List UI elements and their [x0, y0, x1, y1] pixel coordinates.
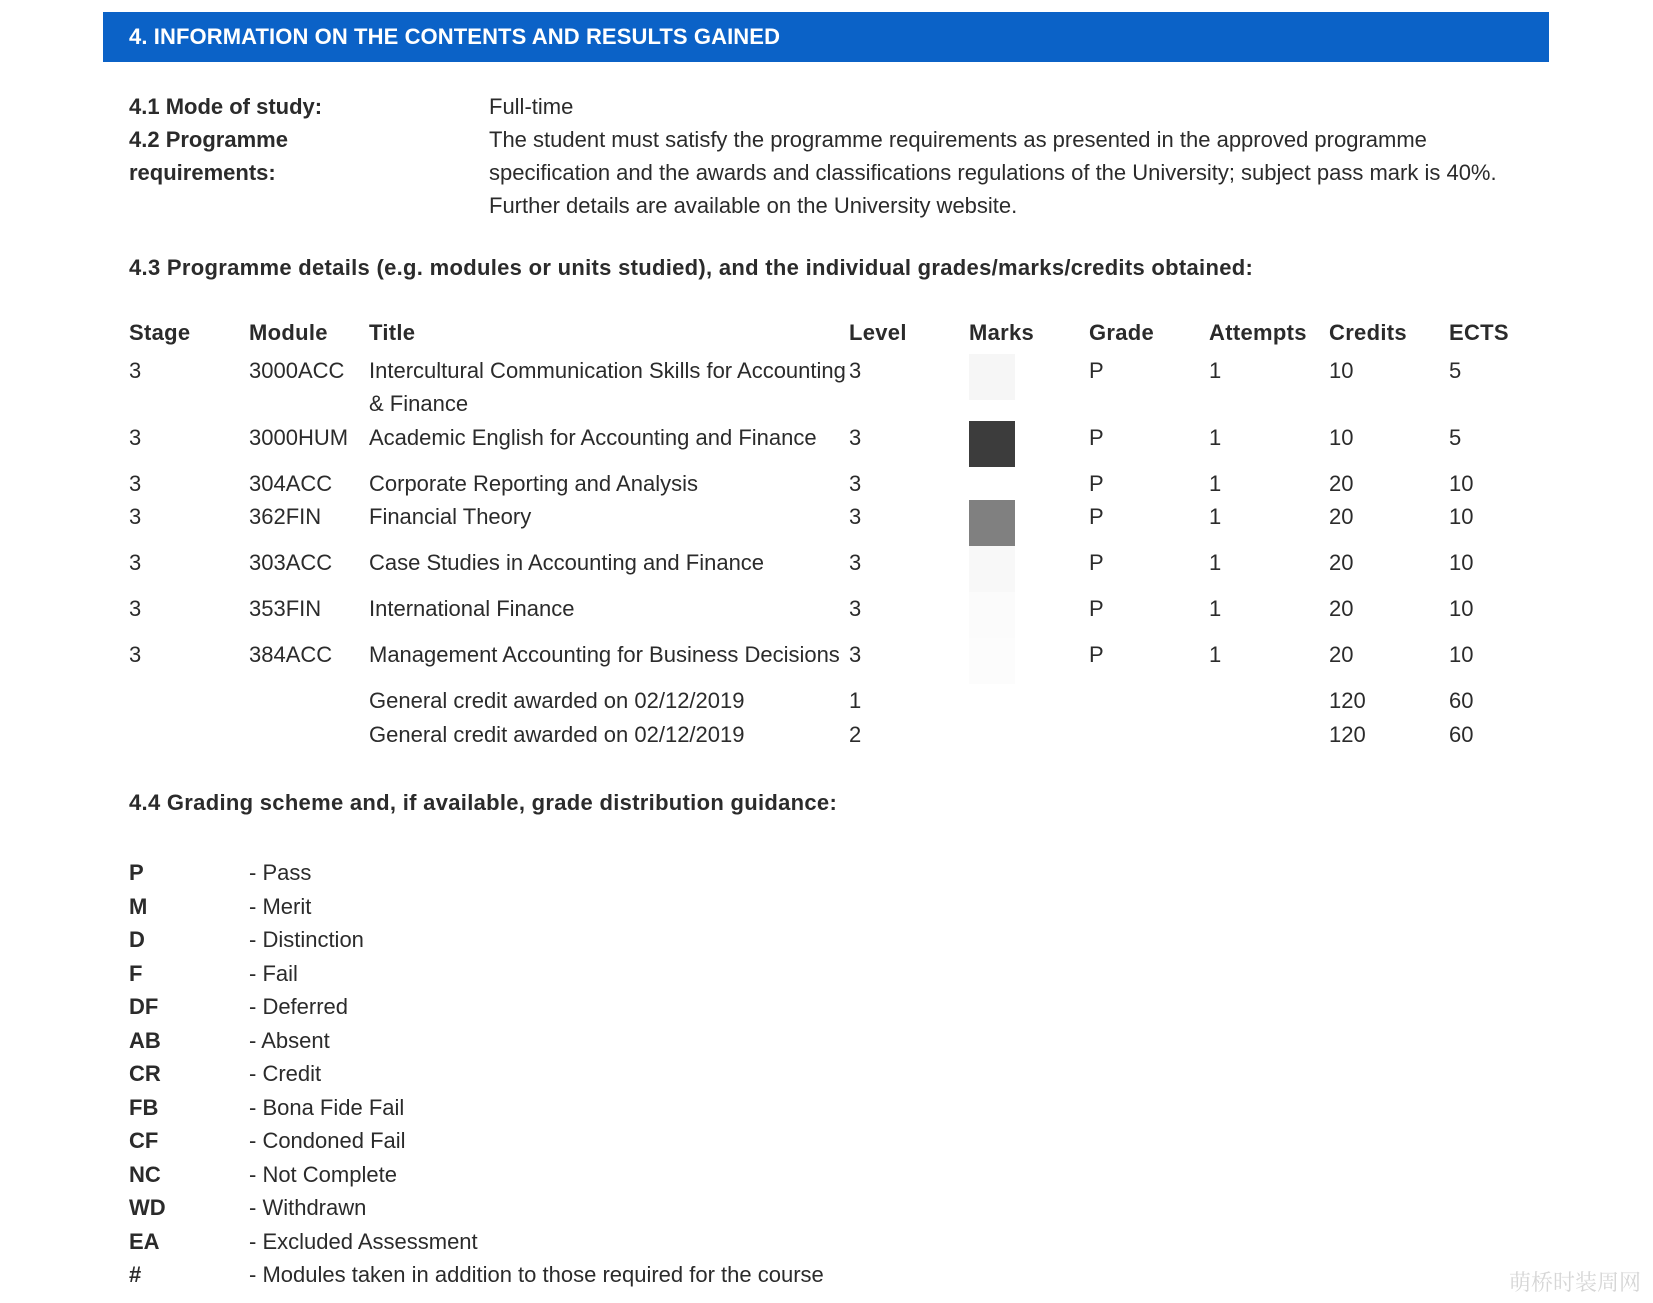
grade-cell: P	[1089, 642, 1104, 668]
programme-requirements-value: The student must satisfy the programme requirements as presented in the approved programme specification and the awards and classifications regulations of the University; subject pass mark is 40%. Further details are available on the University website.	[489, 127, 1497, 218]
grade-list-item	[129, 1191, 949, 1225]
grade-code: AB	[129, 1027, 161, 1053]
marks-cell	[969, 638, 1089, 684]
grade-list-item	[129, 1057, 949, 1091]
ects-cell: 10	[1449, 642, 1474, 668]
credits-cell: 20	[1329, 596, 1354, 622]
title-cell: Intercultural Communication Skills for Accounting & Finance	[369, 358, 846, 417]
ects-cell: 5	[1449, 358, 1462, 383]
grade-cell: P	[1089, 596, 1104, 622]
module-cell	[249, 718, 369, 751]
level-cell: 3	[849, 550, 862, 576]
grade-description: - Condoned Fail	[249, 1128, 406, 1153]
grade-list-item	[129, 856, 949, 890]
grade-list-item	[129, 1225, 949, 1259]
module-cell: 304ACC	[249, 470, 333, 496]
modules-table-body	[129, 354, 1529, 751]
stage-cell: 3	[129, 550, 142, 576]
marks-redaction-block	[969, 546, 1015, 592]
modules-table	[129, 320, 1529, 751]
marks-cell	[969, 421, 1089, 467]
grade-code: EA	[129, 1228, 160, 1254]
module-cell: 303ACC	[249, 550, 333, 576]
credits-cell: 120	[1329, 688, 1366, 714]
grade-description: - Fail	[249, 960, 298, 986]
marks-redaction-block	[969, 500, 1015, 546]
grade-list-item	[129, 1091, 949, 1125]
grade-list-item	[129, 990, 949, 1024]
table-row	[129, 500, 1529, 546]
attempts-cell: 1	[1209, 550, 1222, 576]
column-header-module: Module	[249, 320, 328, 345]
table-row	[129, 467, 1529, 500]
stage-cell: 3	[129, 358, 142, 383]
marks-redaction-block	[969, 592, 1015, 638]
mode-of-study-row	[129, 90, 1529, 123]
level-cell: 3	[849, 596, 862, 622]
module-cell: 362FIN	[249, 504, 322, 530]
module-cell	[249, 684, 369, 717]
title-cell: International Finance	[369, 596, 575, 622]
marks-redaction-block	[969, 638, 1015, 684]
marks-redaction-block	[969, 354, 1015, 400]
grade-cell: P	[1089, 504, 1104, 530]
grade-code: F	[129, 960, 143, 986]
grade-code: CF	[129, 1128, 159, 1153]
section-header-bar	[103, 12, 1549, 62]
section-title: 4. INFORMATION ON THE CONTENTS AND RESULTS GAINED	[129, 24, 781, 49]
credits-cell: 10	[1329, 424, 1354, 450]
grade-description: - Excluded Assessment	[249, 1228, 478, 1254]
attempts-cell: 1	[1209, 470, 1222, 496]
title-cell: General credit awarded on 02/12/2019	[369, 721, 745, 747]
ects-cell: 10	[1449, 550, 1474, 576]
grade-cell: P	[1089, 424, 1104, 450]
grade-list-item	[129, 1024, 949, 1058]
grade-description: - Distinction	[249, 927, 364, 952]
mode-of-study-label: 4.1 Mode of study:	[129, 94, 323, 119]
ects-cell: 5	[1449, 424, 1462, 450]
table-row	[129, 638, 1529, 684]
grade-code: D	[129, 927, 145, 952]
attempts-cell: 1	[1209, 424, 1222, 450]
column-header-ects: ECTS	[1449, 320, 1509, 345]
ects-cell: 60	[1449, 688, 1474, 714]
programme-requirements-row	[129, 123, 1529, 222]
module-cell: 384ACC	[249, 642, 333, 668]
credits-cell: 20	[1329, 642, 1354, 668]
level-cell: 3	[849, 642, 862, 668]
title-cell: Academic English for Accounting and Finance	[369, 424, 817, 450]
grade-list-item	[129, 1158, 949, 1192]
grading-scheme-list	[129, 856, 949, 1292]
marks-cell	[969, 684, 1089, 717]
column-header-attempts: Attempts	[1209, 320, 1307, 345]
credits-cell: 20	[1329, 550, 1354, 576]
level-cell: 3	[849, 358, 862, 383]
module-cell: 3000HUM	[249, 424, 349, 450]
column-header-credits: Credits	[1329, 320, 1407, 345]
marks-cell	[969, 500, 1089, 546]
marks-cell	[969, 467, 1089, 500]
marks-cell	[969, 546, 1089, 592]
grade-list-item	[129, 890, 949, 924]
column-header-grade: Grade	[1089, 320, 1155, 345]
attempts-cell: 1	[1209, 642, 1222, 668]
module-cell: 3000ACC	[249, 358, 345, 383]
table-row	[129, 718, 1529, 751]
title-cell: Corporate Reporting and Analysis	[369, 470, 698, 496]
ects-cell: 60	[1449, 721, 1474, 747]
attempts-cell	[1209, 684, 1329, 717]
grade-cell	[1089, 718, 1209, 751]
credits-cell: 120	[1329, 721, 1366, 747]
stage-cell: 3	[129, 596, 142, 622]
column-header-stage: Stage	[129, 320, 191, 345]
mode-of-study-value: Full-time	[489, 94, 574, 119]
grade-description: - Merit	[249, 893, 312, 919]
grade-description: - Modules taken in addition to those required for the course	[249, 1262, 824, 1287]
grade-description: - Not Complete	[249, 1161, 397, 1187]
grade-list-item	[129, 1258, 949, 1292]
level-cell: 2	[849, 721, 862, 747]
ects-cell: 10	[1449, 504, 1474, 530]
grade-cell: P	[1089, 470, 1104, 496]
column-header-level: Level	[849, 320, 907, 345]
programme-requirements-label	[129, 123, 489, 222]
grade-description: - Bona Fide Fail	[249, 1094, 405, 1120]
attempts-cell: 1	[1209, 358, 1222, 383]
ects-cell: 10	[1449, 596, 1474, 622]
marks-cell	[969, 592, 1089, 638]
ects-cell: 10	[1449, 470, 1474, 496]
module-cell: 353FIN	[249, 596, 322, 622]
marks-redaction-block	[969, 421, 1015, 467]
table-row	[129, 592, 1529, 638]
stage-cell: 3	[129, 424, 142, 450]
grade-list-item	[129, 923, 949, 957]
grade-cell: P	[1089, 550, 1104, 576]
programme-requirements-label-line2: requirements:	[129, 160, 276, 185]
grade-code: #	[129, 1262, 142, 1287]
grade-code: DF	[129, 994, 159, 1019]
stage-cell: 3	[129, 642, 142, 668]
column-header-title: Title	[369, 320, 416, 345]
modules-table-header	[129, 320, 1529, 354]
grade-code: CR	[129, 1061, 161, 1086]
grade-description: - Absent	[249, 1027, 330, 1053]
grade-list-item	[129, 1124, 949, 1158]
title-cell: Case Studies in Accounting and Finance	[369, 550, 765, 576]
grade-code: M	[129, 893, 148, 919]
table-row	[129, 684, 1529, 717]
level-cell: 3	[849, 470, 862, 496]
programme-details-heading: 4.3 Programme details (e.g. modules or units studied), and the individual grades/marks/credits obtained:	[129, 255, 1254, 280]
table-row	[129, 546, 1529, 592]
credits-cell: 10	[1329, 358, 1354, 383]
credits-cell: 20	[1329, 470, 1354, 496]
programme-requirements-label-line1: 4.2 Programme	[129, 127, 288, 152]
level-cell: 1	[849, 688, 862, 714]
title-cell: Financial Theory	[369, 504, 532, 530]
grading-scheme-heading: 4.4 Grading scheme and, if available, grade distribution guidance:	[129, 790, 838, 815]
study-info	[129, 90, 1529, 222]
grade-cell	[1089, 684, 1209, 717]
attempts-cell	[1209, 718, 1329, 751]
level-cell: 3	[849, 504, 862, 530]
credits-cell: 20	[1329, 504, 1354, 530]
title-cell: Management Accounting for Business Decisions	[369, 642, 840, 668]
grade-code: FB	[129, 1094, 159, 1120]
grade-code: NC	[129, 1161, 161, 1187]
stage-cell	[129, 684, 249, 717]
grade-list-item	[129, 957, 949, 991]
marks-cell	[969, 354, 1089, 421]
grade-description: - Pass	[249, 860, 312, 885]
table-row	[129, 421, 1529, 467]
stage-cell: 3	[129, 504, 142, 530]
grade-description: - Credit	[249, 1061, 322, 1086]
grade-cell: P	[1089, 358, 1104, 383]
title-cell: General credit awarded on 02/12/2019	[369, 688, 745, 714]
grade-description: - Deferred	[249, 994, 349, 1019]
column-header-marks: Marks	[969, 320, 1035, 345]
grade-description: - Withdrawn	[249, 1195, 367, 1220]
grade-code: P	[129, 860, 144, 885]
level-cell: 3	[849, 424, 862, 450]
marks-cell	[969, 718, 1089, 751]
attempts-cell: 1	[1209, 504, 1222, 530]
stage-cell: 3	[129, 470, 142, 496]
attempts-cell: 1	[1209, 596, 1222, 622]
stage-cell	[129, 718, 249, 751]
table-row	[129, 354, 1529, 421]
watermark: 萌桥时装周网	[1508, 1271, 1641, 1296]
grade-code: WD	[129, 1195, 166, 1220]
